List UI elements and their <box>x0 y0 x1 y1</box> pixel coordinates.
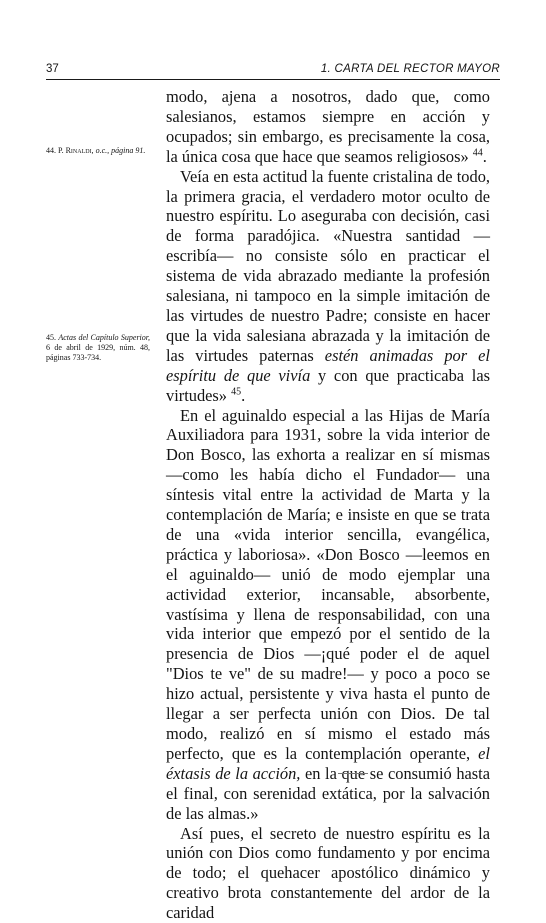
paragraph-text: En el aguinaldo especial a las Hijas de María Auxiliadora para 1931, sobre la vida interior de Don Bosco, las exhorta a realizar en sí mismas —como les había dicho el Fundador— una síntesis vital entre la actividad de Marta y la contemplación de María; e insiste en que se trata de una «vida interior sencilla, evangélica, práctica y laboriosa». «Don Bosco —leemos en el aguinaldo— unió de modo ejemplar una actividad exterior, incansable, absorbente, vastísima y llena de responsabilidad, con una vida interior que empezó por el sentido de la presencia de Dios —¡qué poder el de aquel "Dios te ve" de su madre!— y poco a poco se hizo actual, persistente y viva hasta el punto de llegar a ser perfecta unión con Dios. De tal modo, realizó en sí mismo el estado más perfecto, que es la contemplación operante, <box>166 405 490 763</box>
paragraph-text: . <box>482 146 487 166</box>
paragraph <box>166 824 490 923</box>
paragraph <box>166 167 490 406</box>
paragraph-text: Veía en esta actitud la fuente cristalina de todo, la primera gracia, el verdadero motor oculto de nuestro espíritu. Lo aseguraba con decisión, casi de forma paradójica. «Nuestra santidad —escribía— no consiste sólo en practicar el sistema de vida abrazado mediante la profesión salesiana, ni tampoco en la simple imitación de las virtudes de nuestro Padre; consiste en hacer que la vida salesiana abrazada y la imitación de las virtudes paternas <box>166 166 490 365</box>
bottom-divider <box>338 773 368 774</box>
page-number: 37 <box>46 63 59 75</box>
paragraph <box>166 87 490 167</box>
footnote-ref-44: 44 <box>472 147 483 159</box>
running-head: 1. CARTA DEL RECTOR MAYOR <box>320 63 500 75</box>
body-text <box>166 87 490 923</box>
footnote-title: Actas del Capítulo Superior, <box>58 333 151 342</box>
page-header <box>46 63 500 80</box>
footnote-44 <box>46 146 150 156</box>
paragraph-text: y con que practicaba las virtudes» <box>166 365 490 405</box>
paragraph-text: . <box>241 385 246 405</box>
paragraph-text: en la que se consumió hasta el final, con serenidad extática, por la salvación de las almas.» <box>166 763 490 823</box>
emphasis-text: el éxtasis de la acción, <box>166 743 490 783</box>
footnote-number: 45. <box>46 333 56 342</box>
paragraph <box>166 406 490 824</box>
paragraph-text: modo, ajena a nosotros, dado que, como salesianos, estamos siempre en acción y ocupados; sin embargo, es precisamente la cosa, la única cosa que hace que seamos religiosos» <box>166 87 490 166</box>
footnote-45 <box>46 333 150 363</box>
footnote-number: 44. <box>46 146 56 155</box>
paragraph-text: Así pues, el secreto de nuestro espíritu es la unión con Dios como fundamento y por encima de todo; el quehacer apostólico dinámico y creativo brota constantemente del ardor de la caridad <box>166 823 490 923</box>
footnote-text: o.c., página 91. <box>93 146 146 155</box>
footnote-author: P. Rinaldi, <box>58 146 94 155</box>
footnote-text: 6 de abril de 1929, núm. 48, páginas 733-734. <box>46 343 150 362</box>
emphasis-text: estén animadas por el espíritu de que vivía <box>166 345 490 385</box>
footnote-ref-45: 45 <box>231 386 242 398</box>
